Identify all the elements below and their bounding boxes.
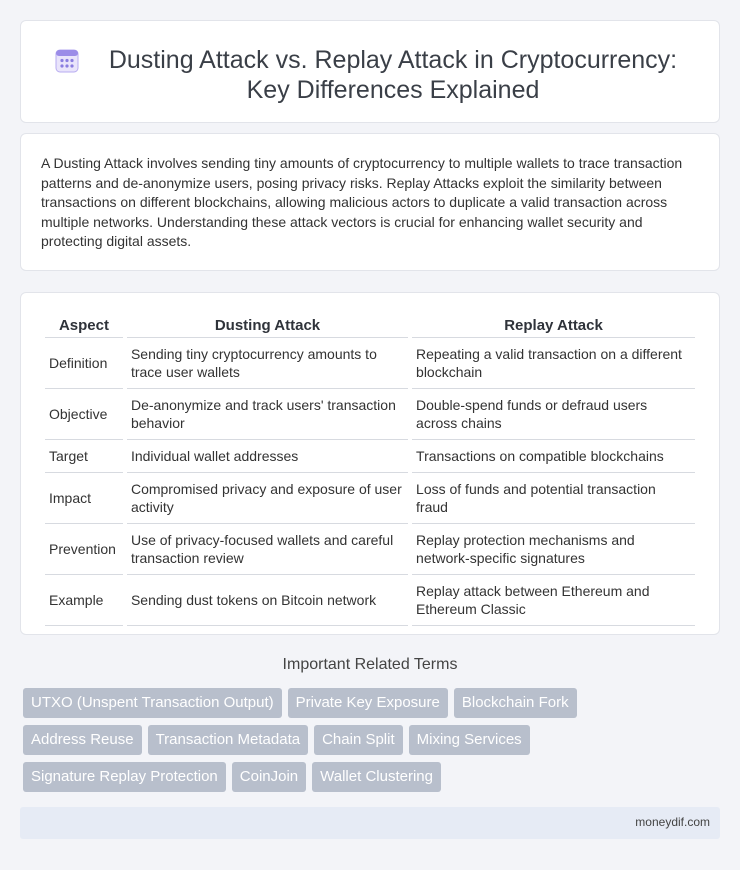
related-term-tag[interactable]: Address Reuse bbox=[23, 725, 142, 755]
dusting-cell: De-anonymize and track users' transaction behavior bbox=[127, 389, 408, 440]
related-term-tag[interactable]: UTXO (Unspent Transaction Output) bbox=[23, 688, 282, 718]
replay-cell: Loss of funds and potential transaction fraud bbox=[412, 473, 695, 524]
intro-paragraph: A Dusting Attack involves sending tiny amounts of cryptocurrency to multiple wallets to trace transaction patterns and de-anonymize users, posing privacy risks. Replay Attacks exploit the similarity between transactions on different blockchains, allowing malicious actors to duplicate a valid transaction across multiple networks. Understanding these attack vectors is crucial for enhancing wallet security and protecting digital assets. bbox=[41, 155, 683, 250]
comparison-card bbox=[20, 292, 720, 635]
comparison-table bbox=[41, 315, 699, 626]
related-term-tag[interactable]: Wallet Clustering bbox=[312, 762, 441, 792]
replay-cell: Transactions on compatible blockchains bbox=[412, 440, 695, 473]
table-row bbox=[45, 524, 695, 575]
table-row bbox=[45, 389, 695, 440]
table-row bbox=[45, 473, 695, 524]
row-aspect: Impact bbox=[45, 473, 123, 524]
table-row bbox=[45, 575, 695, 626]
replay-cell: Replay protection mechanisms and network-specific signatures bbox=[412, 524, 695, 575]
related-term-tag[interactable]: Mixing Services bbox=[409, 725, 530, 755]
related-term-tag[interactable]: Chain Split bbox=[314, 725, 403, 755]
intro-card bbox=[20, 133, 720, 271]
dusting-cell: Sending tiny cryptocurrency amounts to trace user wallets bbox=[127, 338, 408, 389]
page-title: Dusting Attack vs. Replay Attack in Cryptocurrency: Key Differences Explained bbox=[108, 46, 678, 104]
replay-cell: Double-spend funds or defraud users across chains bbox=[412, 389, 695, 440]
related-terms-heading: Important Related Terms bbox=[282, 656, 458, 673]
replay-cell: Repeating a valid transaction on a different blockchain bbox=[412, 338, 695, 389]
row-aspect: Target bbox=[45, 440, 123, 473]
table-row bbox=[45, 338, 695, 389]
related-term-tag[interactable]: Private Key Exposure bbox=[288, 688, 448, 718]
header-dusting-attack: Dusting Attack bbox=[127, 315, 408, 338]
footer-bar bbox=[20, 807, 720, 839]
related-terms-list bbox=[23, 688, 683, 792]
related-term-tag[interactable]: Blockchain Fork bbox=[454, 688, 577, 718]
header-replay-attack: Replay Attack bbox=[412, 315, 695, 338]
related-term-tag[interactable]: CoinJoin bbox=[232, 762, 306, 792]
dusting-cell: Compromised privacy and exposure of user activity bbox=[127, 473, 408, 524]
row-aspect: Objective bbox=[45, 389, 123, 440]
header-aspect: Aspect bbox=[45, 315, 123, 338]
row-aspect: Example bbox=[45, 575, 123, 626]
dusting-cell: Sending dust tokens on Bitcoin network bbox=[127, 575, 408, 626]
related-term-tag[interactable]: Transaction Metadata bbox=[148, 725, 309, 755]
row-aspect: Definition bbox=[45, 338, 123, 389]
table-row bbox=[45, 440, 695, 473]
table-header-row bbox=[45, 315, 695, 338]
related-term-tag[interactable]: Signature Replay Protection bbox=[23, 762, 226, 792]
title-card bbox=[20, 20, 720, 123]
row-aspect: Prevention bbox=[45, 524, 123, 575]
dusting-cell: Use of privacy-focused wallets and careful transaction review bbox=[127, 524, 408, 575]
dusting-cell: Individual wallet addresses bbox=[127, 440, 408, 473]
footer-site-link[interactable]: moneydif.com bbox=[635, 815, 710, 829]
replay-cell: Replay attack between Ethereum and Ethereum Classic bbox=[412, 575, 695, 626]
